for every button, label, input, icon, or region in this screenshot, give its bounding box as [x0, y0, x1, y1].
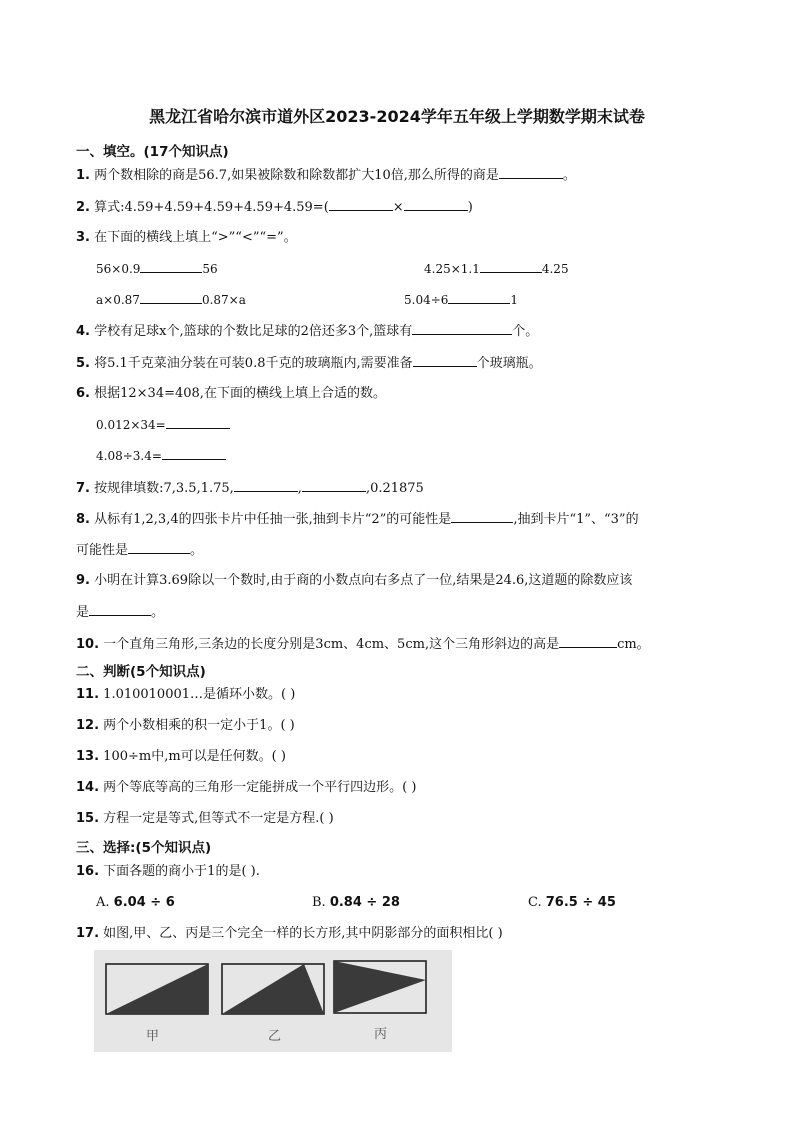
question-number: 12.	[76, 718, 100, 733]
question-text: 两个小数相乘的积一定小于1。( )	[103, 718, 295, 733]
answer-blank[interactable]	[448, 291, 510, 304]
question-text: 两个等底等高的三角形一定能拼成一个平行四边形。( )	[103, 780, 417, 795]
question-11	[76, 686, 295, 704]
compare-item: 4.25×1.1 4.25	[424, 262, 569, 276]
question-2	[76, 198, 473, 217]
rectangle-bing	[334, 961, 426, 1013]
question-8: 8. 从标有1,2,3,4的四张卡片中任抽一张,抽到卡片“2”的可能性是 ,抽到卡片“1”、“3”的	[76, 512, 639, 527]
question-text: 根据12×34=408,在下面的横线上填上合适的数。	[94, 386, 386, 401]
question-text: 下面各题的商小于1的是( ).	[103, 864, 260, 879]
question-5	[76, 354, 542, 373]
answer-blank[interactable]	[162, 447, 226, 460]
question-number: 7.	[76, 481, 90, 496]
shaded-triangle	[222, 964, 324, 1014]
question-text: 将5.1千克菜油分装在可装0.8千克的玻璃瓶内,需要准备	[94, 356, 413, 371]
question-tail: 个玻璃瓶。	[476, 356, 542, 371]
question-tail: cm。	[617, 637, 650, 652]
answer-blank[interactable]	[413, 354, 477, 367]
question-7: 7. 按规律填数:7,3.5,1.75, , ,0.21875	[76, 481, 424, 496]
shaded-triangle	[106, 964, 208, 1014]
question-12	[76, 717, 295, 735]
answer-blank[interactable]	[404, 198, 468, 211]
question-number: 11.	[76, 687, 100, 702]
question-text: 在下面的横线上填上“>”“<”“=”。	[94, 230, 297, 245]
question-text: 小明在计算3.69除以一个数时,由于商的小数点向右多点了一位,结果是24.6,这道题的除数应该	[94, 573, 633, 588]
question-number: 1.	[76, 168, 90, 183]
compare-item: 5.04÷6 1	[404, 293, 519, 307]
question-10	[76, 635, 650, 654]
option-b[interactable]: B. 0.84 ÷ 28	[312, 895, 400, 910]
question-3	[76, 229, 297, 247]
question-number: 5.	[76, 356, 90, 371]
figure-label-jia: 甲	[146, 1029, 160, 1044]
question-number: 16.	[76, 864, 100, 879]
answer-blank[interactable]	[140, 291, 202, 304]
page-title: 黑龙江省哈尔滨市道外区2023-2024学年五年级上学期数学期末试卷	[149, 107, 645, 126]
question-1	[76, 166, 576, 185]
question-9-line-2: 是 。	[76, 605, 165, 620]
question-text: 100÷m中,m可以是任何数。( )	[103, 749, 286, 764]
fill-item: 4.08÷3.4=	[96, 447, 226, 465]
question-number: 17.	[76, 926, 100, 941]
shaded-triangle	[334, 961, 426, 1013]
question-number: 3.	[76, 230, 90, 245]
question-text: 1.010010001…是循环小数。( )	[103, 687, 296, 702]
answer-blank[interactable]	[480, 260, 542, 273]
question-number: 13.	[76, 749, 100, 764]
question-13	[76, 748, 286, 766]
question-text: 学校有足球x个,篮球的个数比足球的2倍还多3个,篮球有	[94, 324, 413, 339]
rectangle-yi	[222, 964, 324, 1014]
question-text: 算式:4.59+4.59+4.59+4.59+4.59=(	[94, 200, 329, 215]
question-17	[76, 925, 503, 943]
figure-label-bing: 丙	[374, 1027, 388, 1042]
rectangles-figure-svg	[94, 950, 452, 1052]
answer-blank[interactable]	[499, 166, 563, 179]
answer-blank[interactable]	[89, 603, 151, 616]
question-tail: ,0.21875	[365, 481, 424, 496]
rectangle-jia	[106, 964, 208, 1014]
question-number: 6.	[76, 386, 90, 401]
question-16	[76, 863, 260, 881]
question-number: 14.	[76, 780, 100, 795]
question-number: 2.	[76, 200, 90, 215]
compare-item: a×0.87 0.87×a	[96, 293, 246, 307]
question-text: 按规律填数:7,3.5,1.75,	[94, 481, 234, 496]
question-number: 9.	[76, 573, 90, 588]
question-text: 方程一定是等式,但等式不一定是方程.( )	[103, 811, 334, 826]
times-sign: ×	[392, 200, 404, 215]
figure-label-yi: 乙	[268, 1029, 282, 1044]
question-tail: 个。	[512, 324, 539, 339]
question-8-line-2: 可能性是 。	[76, 543, 204, 558]
question-15	[76, 810, 334, 828]
question-text: 从标有1,2,3,4的四张卡片中任抽一张,抽到卡片“2”的可能性是	[94, 512, 452, 527]
option-c[interactable]: C. 76.5 ÷ 45	[528, 895, 616, 910]
answer-blank[interactable]	[166, 416, 230, 429]
question-14	[76, 779, 416, 797]
question-text: 一个直角三角形,三条边的长度分别是3cm、4cm、5cm,这个三角形斜边的高是	[103, 637, 560, 652]
question-number: 4.	[76, 324, 90, 339]
question-tail: )	[467, 200, 473, 215]
question-text: 两个数相除的商是56.7,如果被除数和除数都扩大10倍,那么所得的商是	[94, 168, 499, 183]
section-heading-choice: 三、选择:(5个知识点)	[76, 840, 212, 856]
section-heading-true-false: 二、判断(5个知识点)	[76, 664, 206, 680]
question-9	[76, 572, 632, 590]
answer-blank[interactable]	[234, 479, 298, 492]
section-heading-fill-in: 一、填空。(17个知识点)	[76, 144, 229, 160]
question-text: 如图,甲、乙、丙是三个完全一样的长方形,其中阴影部分的面积相比( )	[103, 926, 503, 941]
question-4	[76, 322, 538, 341]
question-number: 15.	[76, 811, 100, 826]
question-number: 10.	[76, 637, 100, 652]
answer-blank[interactable]	[302, 479, 366, 492]
fill-item: 0.012×34=	[96, 416, 230, 434]
question-6	[76, 385, 386, 403]
rectangles-figure	[94, 950, 452, 1052]
answer-blank[interactable]	[140, 260, 202, 273]
answer-blank[interactable]	[128, 541, 190, 554]
answer-blank[interactable]	[412, 322, 512, 335]
answer-blank[interactable]	[451, 510, 513, 523]
option-a[interactable]: A. 6.04 ÷ 6	[96, 895, 175, 910]
question-tail: 。	[562, 168, 576, 183]
answer-blank[interactable]	[329, 198, 393, 211]
question-number: 8.	[76, 512, 90, 527]
answer-blank[interactable]	[559, 635, 617, 648]
compare-item: 56×0.9 56	[96, 262, 218, 276]
